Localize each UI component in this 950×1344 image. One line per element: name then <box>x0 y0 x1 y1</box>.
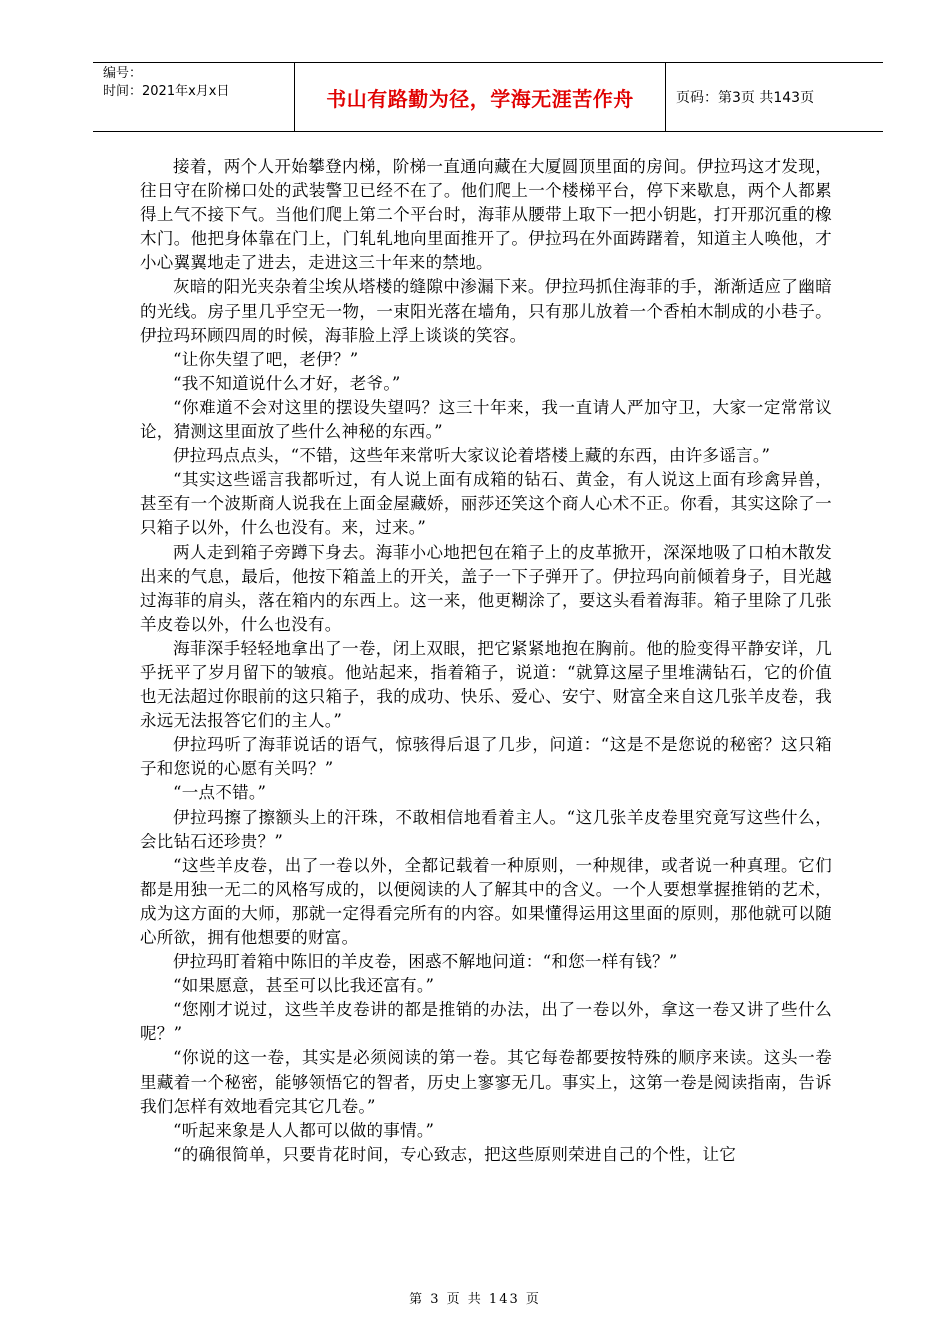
paragraph: “您刚才说过，这些羊皮卷讲的都是推销的办法，出了一卷以外，拿这一卷又讲了些什么呢？” <box>140 1000 832 1044</box>
paragraph: “的确很简单，只要肯花时间，专心致志，把这些原则荣进自己的个性，让它 <box>173 1144 737 1164</box>
page-footer: 第 3 页 共 143 页 <box>409 1292 541 1307</box>
paragraph: 伊拉玛点点头，“不错，这些年来常听大家议论着塔楼上藏的东西，由许多谣言。” <box>173 446 771 466</box>
page-header <box>93 62 883 132</box>
header-motto: 书山有路勤为径，学海无涯苦作舟 <box>295 63 666 131</box>
paragraph: 伊拉玛听了海菲说话的语气，惊骇得后退了几步，问道：“这是不是您说的秘密？这只箱子和您说的心愿有关吗？” <box>140 735 832 779</box>
paragraph: “一点不错。” <box>173 783 267 803</box>
header-meta <box>93 63 295 131</box>
header-page-info: 页码：第3页 共143页 <box>676 90 815 106</box>
paragraph: “其实这些谣言我都听过，有人说上面有成箱的钻石、黄金，有人说这上面有珍禽异兽，甚至有一个波斯商人说我在上面金屋藏娇，丽莎还笑这个商人心术不正。你看，其实这除了一只箱子以外，什么也没有。来，过来。” <box>140 470 832 538</box>
paragraph: “听起来象是人人都可以做的事情。” <box>173 1120 435 1140</box>
document-body <box>140 155 832 1167</box>
paragraph: 伊拉玛擦了擦额头上的汗珠，不敢相信地看着主人。“这几张羊皮卷里究竟写这些什么，会比钻石还珍贵？” <box>140 807 832 851</box>
paragraph: “让你失望了吧，老伊？” <box>173 349 359 369</box>
paragraph: 伊拉玛盯着箱中陈旧的羊皮卷，困惑不解地问道：“和您一样有钱？” <box>173 952 678 972</box>
paragraph: “你说的这一卷，其实是必须阅读的第一卷。其它每卷都要按特殊的顺序来读。这头一卷里藏着一个秘密，能够领悟它的智者，历史上寥寥无几。事实上，这第一卷是阅读指南，告诉我们怎样有效地看完其它几卷。” <box>140 1048 832 1116</box>
date-label: 时间：2021年x月x日 <box>103 84 230 99</box>
paragraph: “你难道不会对这里的摆设失望吗？这三十年来，我一直请人严加守卫，大家一定常常议论，猜测这里面放了些什么神秘的东西。” <box>140 397 832 442</box>
paragraph: 灰暗的阳光夹杂着尘埃从塔楼的缝隙中渗漏下来。伊拉玛抓住海菲的手，渐渐适应了幽暗的光线。房子里几乎空无一物，一束阳光落在墙角，只有那儿放着一个香柏木制成的小巷子。伊拉玛环顾四周的时候，海菲脸上浮上谈谈的笑容。 <box>140 277 832 345</box>
serial-number-label: 编号： <box>103 66 143 81</box>
paragraph: “我不知道说什么才好，老爷。” <box>173 373 401 393</box>
paragraph: 两人走到箱子旁蹲下身去。海菲小心地把包在箱子上的皮革掀开，深深地吸了口柏木散发出来的气息，最后，他按下箱盖上的开关，盖子一下子弹开了。伊拉玛向前倾着身子，目光越过海菲的肩头，落在箱内的东西上。这一来，他更糊涂了，要这头看着海菲。箱子里除了几张羊皮卷以外，什么也没有。 <box>140 542 832 634</box>
paragraph: 接着，两个人开始攀登内梯，阶梯一直通向藏在大厦圆顶里面的房间。伊拉玛这才发现，往日守在阶梯口处的武装警卫已经不在了。他们爬上一个楼梯平台，停下来歇息，两个人都累得上气不接下气。当他们爬上第二个平台时，海菲从腰带上取下一把小钥匙，打开那沉重的橡木门。他把身体靠在门上，门轧轧地向里面推开了。伊拉玛在外面踌躇着，知道主人唤他，才小心翼翼地走了进去，走进这三十年来的禁地。 <box>140 157 832 273</box>
paragraph: “这些羊皮卷，出了一卷以外，全都记载着一种原则，一种规律，或者说一种真理。它们都是用独一无二的风格写成的，以便阅读的人了解其中的含义。一个人要想掌握推销的艺术，成为这方面的大师，那就一定得看完所有的内容。如果懂得运用这里面的原则，那他就可以随心所欲，拥有他想要的财富。 <box>140 855 832 947</box>
paragraph: 海菲深手轻轻地拿出了一卷，闭上双眼，把它紧紧地抱在胸前。他的脸变得平静安详，几乎抚平了岁月留下的皱痕。他站起来，指着箱子，说道：“就算这屋子里堆满钻石，它的价值也无法超过你眼前的这只箱子，我的成功、快乐、爱心、安宁、财富全来自这几张羊皮卷，我永远无法报答它们的主人。” <box>140 638 832 731</box>
paragraph: “如果愿意，甚至可以比我还富有。” <box>173 976 435 996</box>
